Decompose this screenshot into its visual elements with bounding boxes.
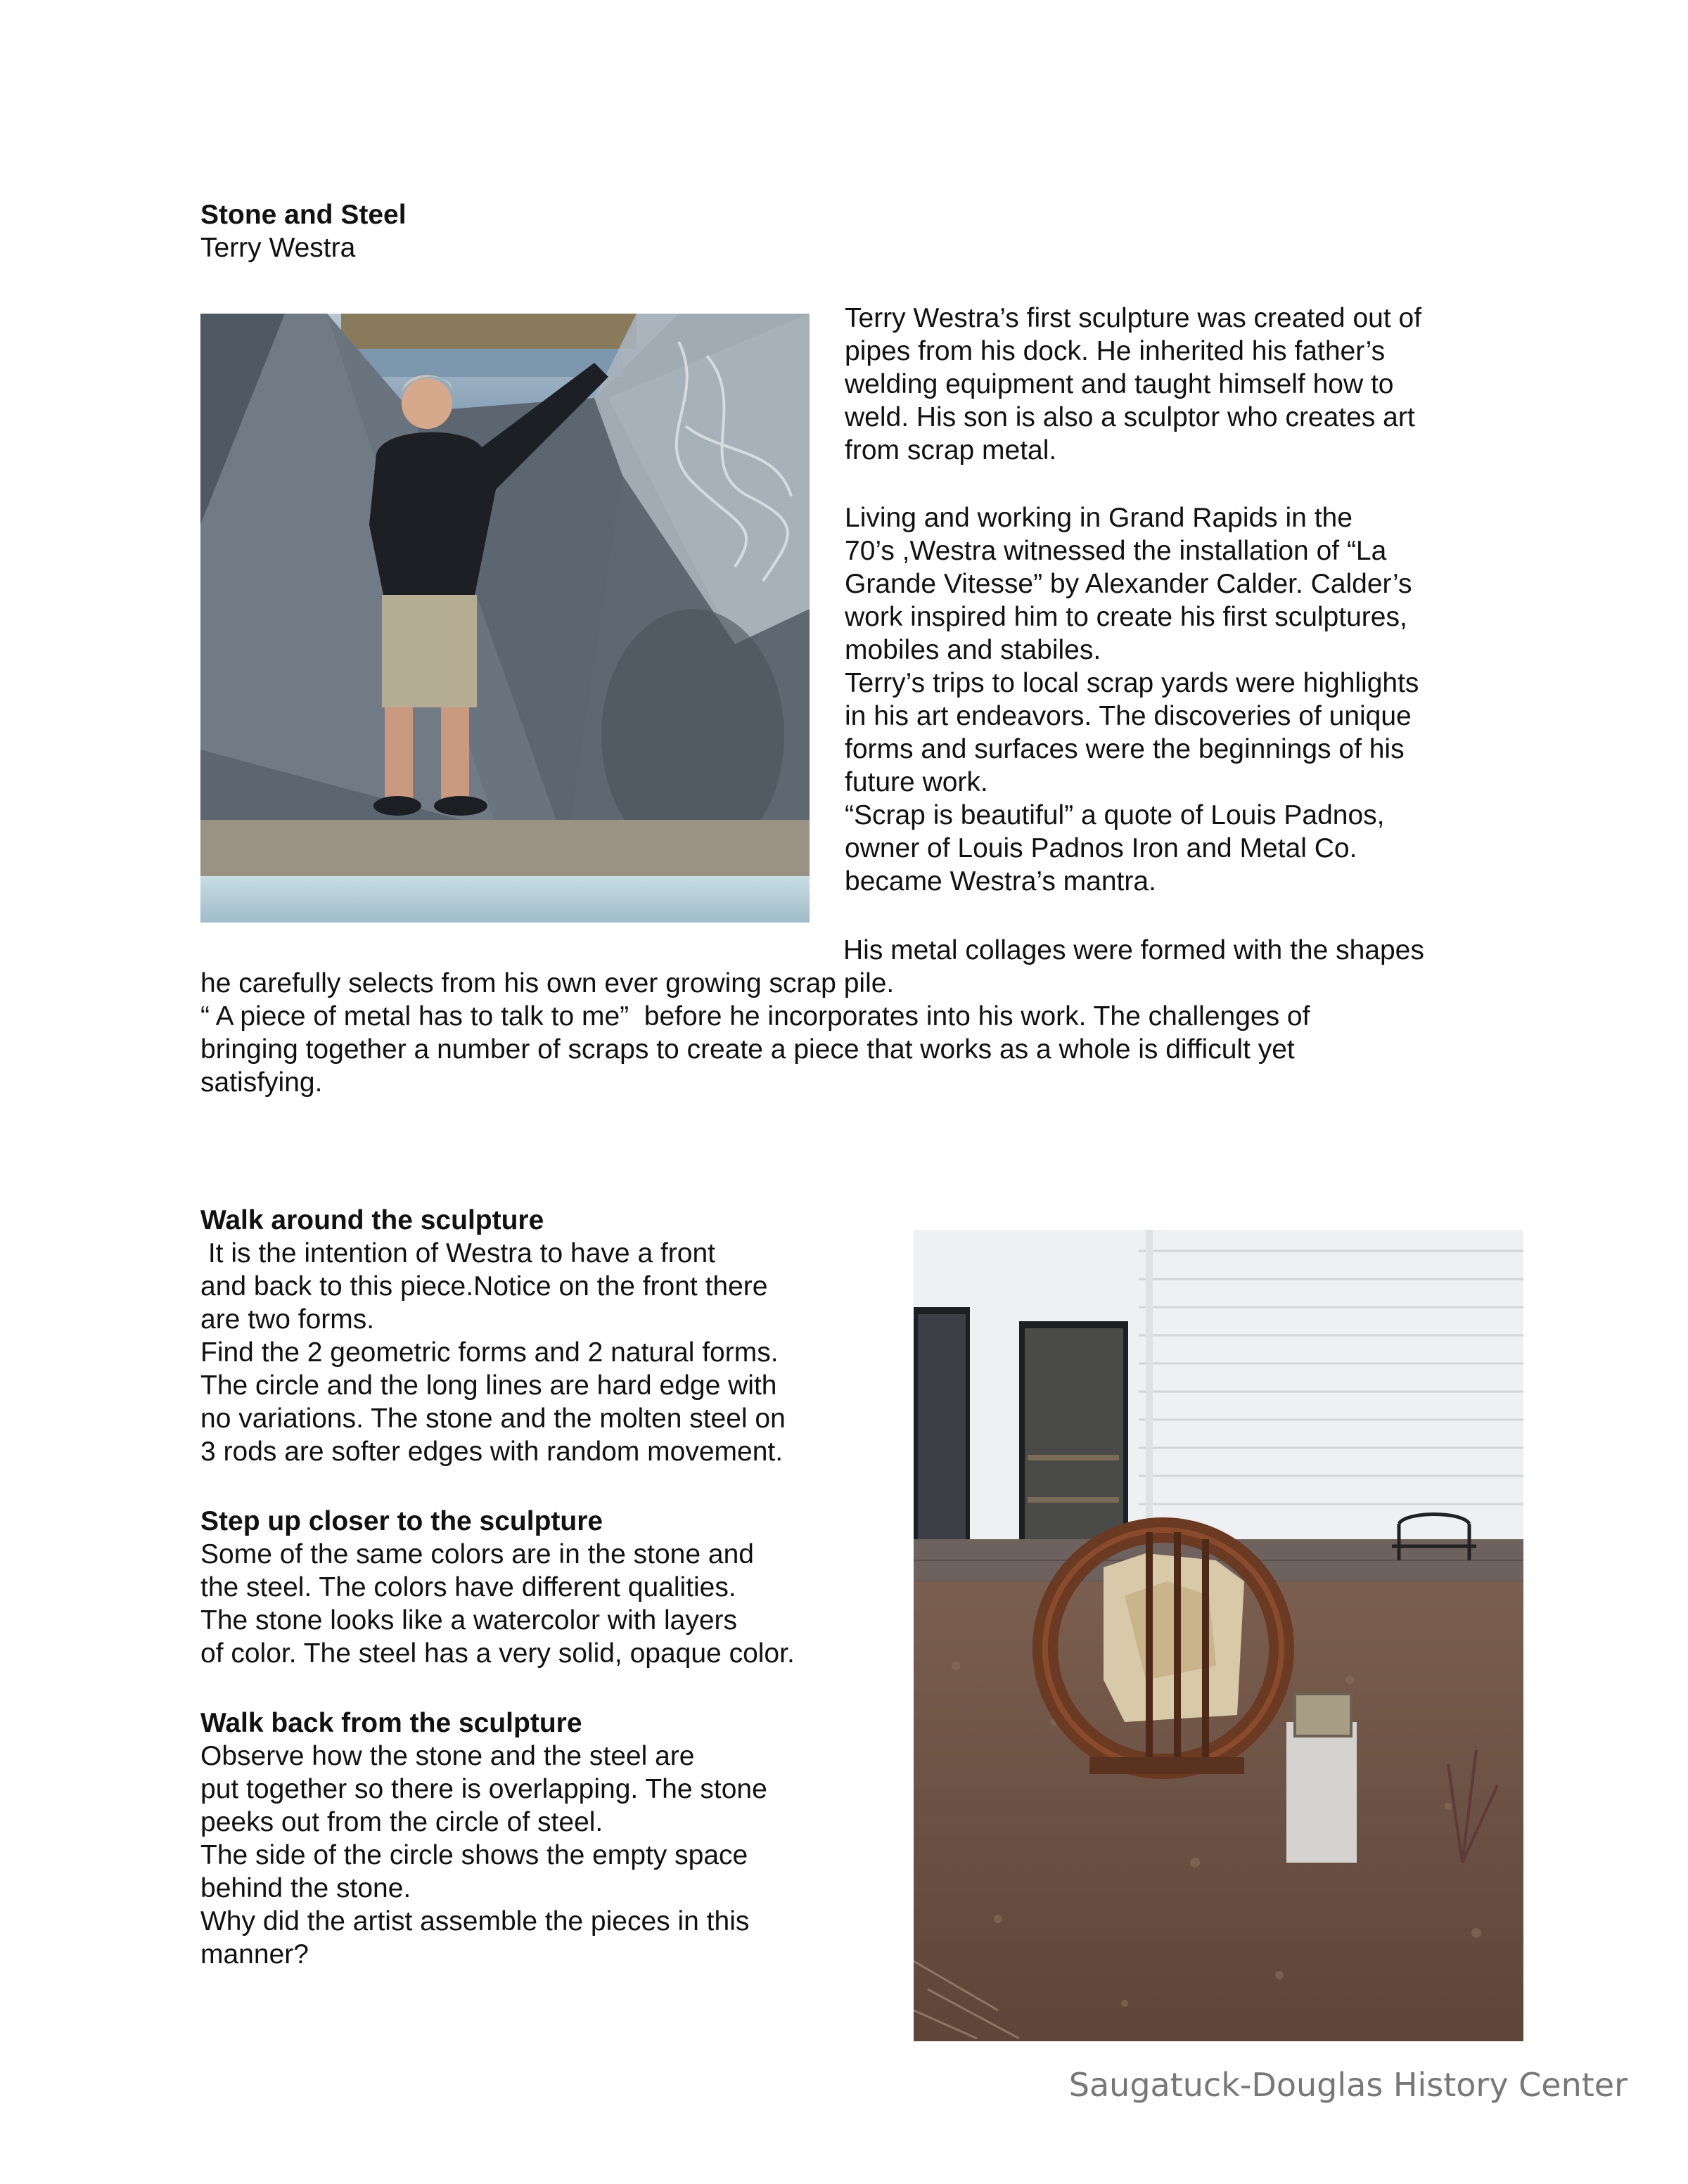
text-line: weld. His son is also a sculptor who creates art — [845, 402, 1415, 432]
text-line: of color. The steel has a very solid, opaque color. — [200, 1638, 795, 1669]
text-line: “ A piece of metal has to talk to me” before he incorporates into his work. The challenges of — [200, 1001, 1310, 1032]
text-line: Why did the artist assemble the pieces in this — [200, 1906, 750, 1936]
section-heading: Walk around the sculpture — [200, 1205, 544, 1235]
text-line: Grande Vitesse” by Alexander Calder. Calder’s — [845, 569, 1412, 599]
text-line: Find the 2 geometric forms and 2 natural forms. — [200, 1337, 779, 1368]
text-line: owner of Louis Padnos Iron and Metal Co. — [845, 833, 1357, 863]
collage-paragraph — [200, 967, 1310, 1099]
artist-photo — [200, 314, 810, 923]
text-line: manner? — [200, 1939, 309, 1970]
text-line: from scrap metal. — [845, 435, 1057, 465]
text-line: 70’s ,Westra witnessed the installation of “La — [845, 536, 1387, 566]
section-step-closer — [200, 1505, 795, 1670]
text-line: in his art endeavors. The discoveries of unique — [845, 701, 1412, 731]
text-line: the steel. The colors have different qualities. — [200, 1572, 736, 1602]
text-line: and back to this piece.Notice on the front there — [200, 1271, 768, 1302]
text-line: he carefully selects from his own ever growing scrap pile. — [200, 968, 895, 998]
text-line: It is the intention of Westra to have a front — [200, 1238, 716, 1268]
text-line: Terry’s trips to local scrap yards were highlights — [845, 668, 1419, 698]
artist-photo-illustration — [200, 314, 810, 923]
text-line: The side of the circle shows the empty space — [200, 1840, 748, 1870]
text-line: 3 rods are softer edges with random movement. — [200, 1437, 784, 1467]
text-line: bringing together a number of scraps to create a piece that works as a whole is difficult yet — [200, 1034, 1295, 1065]
text-line: future work. — [845, 767, 988, 797]
text-line: pipes from his dock. He inherited his father’s — [845, 336, 1386, 366]
text-line: Living and working in Grand Rapids in the — [845, 503, 1353, 533]
text-line: forms and surfaces were the beginnings of his — [845, 734, 1405, 764]
section-heading: Step up closer to the sculpture — [200, 1506, 603, 1536]
text-line: Observe how the stone and the steel are — [200, 1741, 695, 1771]
intro-paragraph-1 — [845, 302, 1421, 467]
artist-name: Terry Westra — [200, 233, 356, 263]
text-line: The circle and the long lines are hard edge with — [200, 1370, 777, 1401]
section-heading: Walk back from the sculpture — [200, 1708, 582, 1738]
sculpture-photo — [914, 1230, 1523, 2041]
page-title: Stone and Steel — [200, 200, 407, 230]
text-line: Terry Westra’s first sculpture was created out of — [845, 303, 1422, 333]
text-line: peeks out from the circle of steel. — [200, 1807, 603, 1837]
text-line: Some of the same colors are in the stone and — [200, 1539, 754, 1569]
text-line: are two forms. — [200, 1304, 375, 1335]
text-line: welding equipment and taught himself how to — [845, 369, 1394, 399]
text-line: satisfying. — [200, 1067, 323, 1098]
text-line: work inspired him to create his first sculptures, — [845, 602, 1407, 632]
title-block — [200, 198, 407, 264]
collage-first-line: His metal collages were formed with the shapes — [843, 935, 1424, 965]
intro-paragraph-2 — [845, 501, 1419, 898]
text-line: “Scrap is beautiful” a quote of Louis Padnos, — [845, 800, 1385, 830]
text-line: mobiles and stabiles. — [845, 635, 1101, 665]
sculpture-photo-illustration — [914, 1230, 1523, 2041]
footer-credit: Saugatuck-Douglas History Center — [1068, 2066, 1628, 2104]
section-walk-back — [200, 1707, 767, 1971]
section-walk-around — [200, 1204, 786, 1468]
text-line: put together so there is overlapping. The stone — [200, 1774, 767, 1804]
text-line: behind the stone. — [200, 1873, 411, 1903]
text-line: The stone looks like a watercolor with layers — [200, 1605, 737, 1636]
text-line: no variations. The stone and the molten steel on — [200, 1403, 786, 1434]
text-line: became Westra’s mantra. — [845, 866, 1156, 897]
